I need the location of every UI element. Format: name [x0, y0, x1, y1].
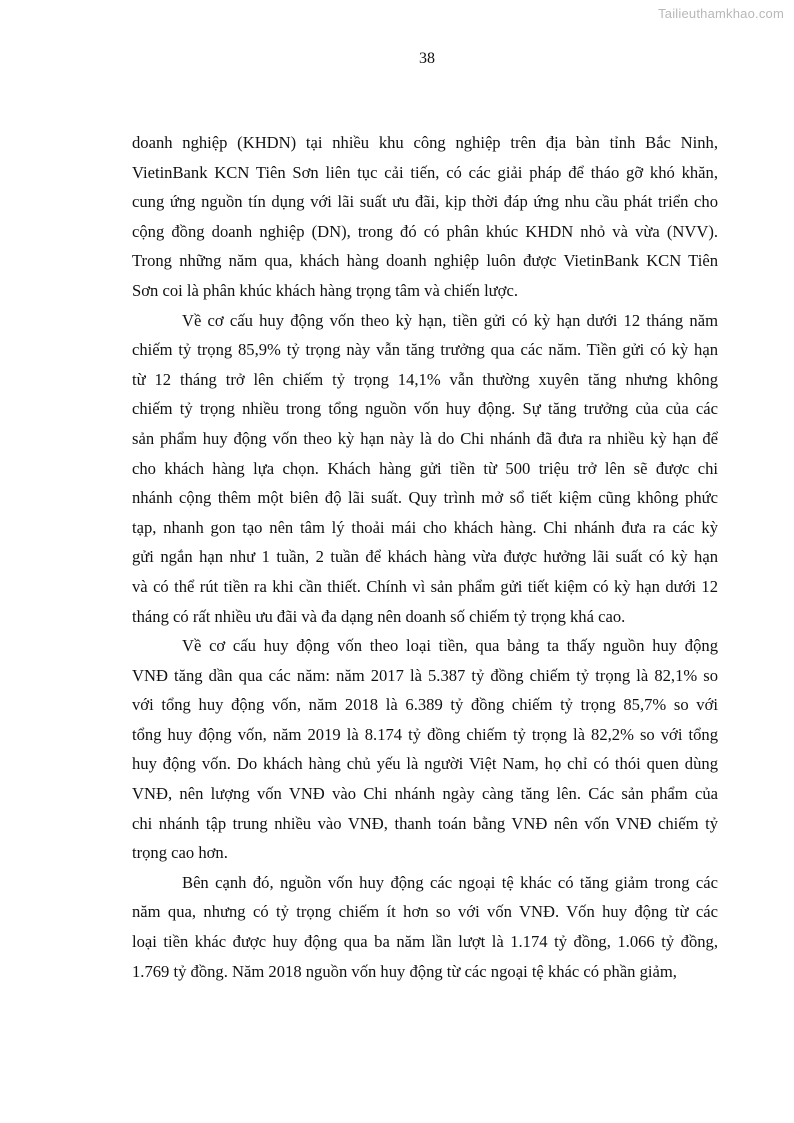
text-line: Về cơ cấu huy động vốn theo kỳ hạn, tiền gửi có kỳ hạn dưới 12 tháng năm: [182, 310, 718, 330]
text-line: tổng huy động vốn, năm 2019 là 8.174 tỷ đồng chiếm tỷ trọng là 82,2% so với tổng: [132, 724, 718, 744]
text-line: trọng cao hơn.: [132, 843, 228, 863]
text-line: sản phẩm huy động vốn theo kỳ hạn này là do Chi nhánh đã đưa ra nhiều kỳ hạn để: [132, 428, 718, 448]
text-line: chiếm tỷ trọng nhiều trong tổng nguồn vốn huy động. Sự tăng trưởng của của các: [132, 399, 718, 419]
text-line: năm qua, nhưng có tỷ trọng chiếm ít hơn so với vốn VNĐ. Vốn huy động từ các: [132, 902, 718, 922]
paragraph: [132, 306, 718, 632]
text-line: VietinBank KCN Tiên Sơn liên tục cải tiến, có các giải pháp để tháo gỡ khó khăn,: [132, 162, 718, 182]
text-line: nhánh cộng thêm một biên độ lãi suất. Quy trình mở sổ tiết kiệm cũng không phức: [132, 488, 718, 508]
page-number: 38: [419, 50, 435, 67]
paragraph: [132, 128, 718, 306]
text-line: chiếm tỷ trọng 85,9% tỷ trọng này vẫn tăng trưởng qua các năm. Tiền gửi có kỳ hạn: [132, 340, 718, 360]
text-line: doanh nghiệp (KHDN) tại nhiều khu công nghiệp trên địa bàn tỉnh Bắc Ninh,: [132, 133, 718, 152]
text-line: và có thể rút tiền ra khi cần thiết. Chính vì sản phẩm gửi tiết kiệm có kỳ hạn dưới 12: [132, 576, 718, 596]
text-line: Về cơ cấu huy động vốn theo loại tiền, qua bảng ta thấy nguồn huy động: [182, 636, 718, 656]
text-line: Bên cạnh đó, nguồn vốn huy động các ngoại tệ khác có tăng giảm trong các: [182, 872, 718, 892]
text-line: VNĐ tăng dần qua các năm: năm 2017 là 5.387 tỷ đồng chiếm tỷ trọng là 82,1% so: [132, 665, 718, 685]
text-line: từ 12 tháng trở lên chiếm tỷ trọng 14,1% vẫn thường xuyên tăng nhưng không: [132, 369, 718, 389]
text-line: VNĐ, nên lượng vốn VNĐ vào Chi nhánh ngày càng tăng lên. Các sản phẩm của: [132, 784, 718, 804]
text-line: chi nhánh tập trung nhiều vào VNĐ, thanh toán bằng VNĐ nên vốn VNĐ chiếm tỷ: [132, 813, 718, 833]
text-line: tạp, nhanh gon tạo nên tâm lý thoải mái cho khách hàng. Chi nhánh đưa ra các kỳ: [132, 517, 718, 537]
paragraph: [132, 631, 718, 868]
text-line: cung ứng nguồn tín dụng với lãi suất ưu đãi, kịp thời đáp ứng nhu cầu phát triển cho: [132, 192, 718, 212]
document-body: [132, 128, 718, 986]
paragraph: [132, 868, 718, 986]
text-line: tháng có rất nhiều ưu đãi và đa dạng nên doanh số chiếm tỷ trọng khá cao.: [132, 606, 626, 626]
text-line: gửi ngắn hạn như 1 tuần, 2 tuần để khách hàng vừa được hưởng lãi suất có kỳ hạn: [132, 547, 718, 567]
text-line: cho khách hàng lựa chọn. Khách hàng gửi tiền từ 500 triệu trở lên sẽ được chi: [132, 458, 718, 478]
text-line: 1.769 tỷ đồng. Năm 2018 nguồn vốn huy động từ các ngoại tệ khác có phần giảm,: [132, 961, 677, 981]
text-line: Sơn coi là phân khúc khách hàng trọng tâm và chiến lược.: [132, 280, 518, 300]
text-line: loại tiền khác được huy động qua ba năm lần lượt là 1.174 tỷ đồng, 1.066 tỷ đồng,: [132, 932, 718, 952]
text-line: Trong những năm qua, khách hàng doanh nghiệp luôn được VietinBank KCN Tiên: [132, 251, 718, 271]
text-line: huy động vốn. Do khách hàng chủ yếu là người Việt Nam, họ chỉ có thói quen dùng: [132, 754, 718, 774]
text-line: cộng đồng doanh nghiệp (DN), trong đó có phân khúc KHDN nhỏ và vừa (NVV).: [132, 221, 718, 241]
text-line: với tổng huy động vốn, năm 2018 là 6.389 tỷ đồng chiếm tỷ trọng 85,7% so với: [132, 695, 718, 715]
watermark: Tailieuthamkhao.com: [658, 6, 784, 21]
